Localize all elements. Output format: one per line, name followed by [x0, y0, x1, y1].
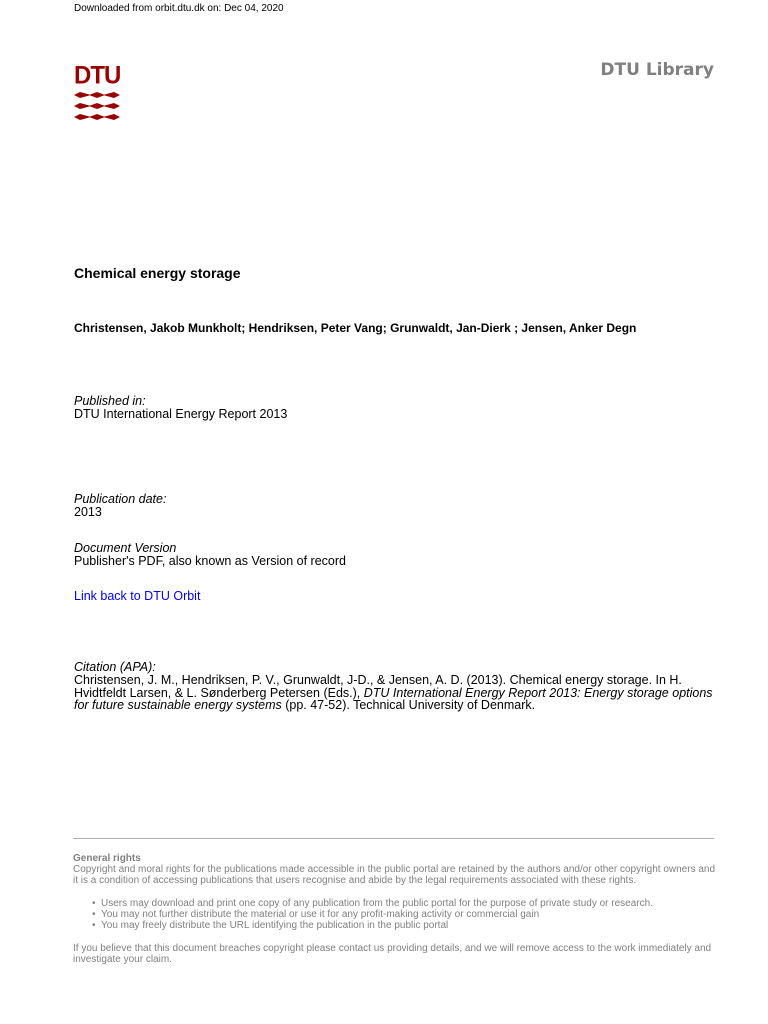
dtu-logo-mark-icon: [74, 92, 120, 128]
general-rights-section: [73, 853, 718, 965]
document-version-value: Publisher's PDF, also known as Version of record: [74, 554, 346, 568]
document-version-label: Document Version: [74, 541, 177, 555]
publication-date-value: 2013: [74, 505, 102, 519]
dtu-orbit-link[interactable]: Link back to DTU Orbit: [74, 589, 201, 603]
dtu-library-label: DTU Library: [600, 60, 714, 80]
general-rights-heading: General rights: [73, 853, 141, 864]
published-in-block: [74, 395, 287, 421]
citation-label: Citation (APA):: [74, 660, 156, 674]
citation-source-title: DTU International Energy Report 2013: Energy storage options for future sustainable energy systems: [74, 685, 713, 712]
citation-text: [74, 674, 714, 712]
rights-closing-note: If you believe that this document breaches copyright please contact us providing details, and we will remove access to the work immediately and investigate your claim.: [73, 943, 712, 965]
dtu-logo: [74, 61, 121, 128]
published-in-label: Published in:: [74, 394, 146, 408]
citation-part-2: (pp. 47-52). Technical University of Denmark.: [281, 698, 536, 712]
general-rights-intro: Copyright and moral rights for the publications made accessible in the public portal are retained by the authors and/or other copyright owners and it is a condition of accessing publications that users recognise and abide by the legal requirements associated with these rights.: [73, 864, 716, 886]
document-title: Chemical energy storage: [74, 265, 241, 281]
document-authors: Christensen, Jakob Munkholt; Hendriksen, Peter Vang; Grunwaldt, Jan-Dierk ; Jensen, Anker Degn: [74, 321, 637, 335]
document-version-block: [74, 542, 346, 568]
rights-bullet: • You may freely distribute the URL identifying the publication in the public portal: [101, 920, 718, 931]
dtu-logo-text: DTU: [74, 61, 121, 90]
rights-bullet-list: [73, 898, 718, 931]
download-note: Downloaded from orbit.dtu.dk on: Dec 04, 2020: [74, 3, 284, 14]
rights-bullet: • Users may download and print one copy of any publication from the public portal for the purpose of private study or research.: [101, 898, 718, 909]
publication-date-label: Publication date:: [74, 492, 167, 506]
publication-date-block: [74, 493, 166, 519]
published-in-value: DTU International Energy Report 2013: [74, 407, 288, 421]
citation-block: [74, 661, 714, 712]
citation-part-1: Christensen, J. M., Hendriksen, P. V., Grunwaldt, J-D., & Jensen, A. D. (2013). Chemical energy storage. In H. Hvidtfeldt Larsen, & L. Sønderberg Petersen (Eds.),: [74, 673, 682, 700]
divider: [73, 838, 714, 839]
rights-bullet: • You may not further distribute the material or use it for any profit-making activity or commercial gain: [101, 909, 718, 920]
